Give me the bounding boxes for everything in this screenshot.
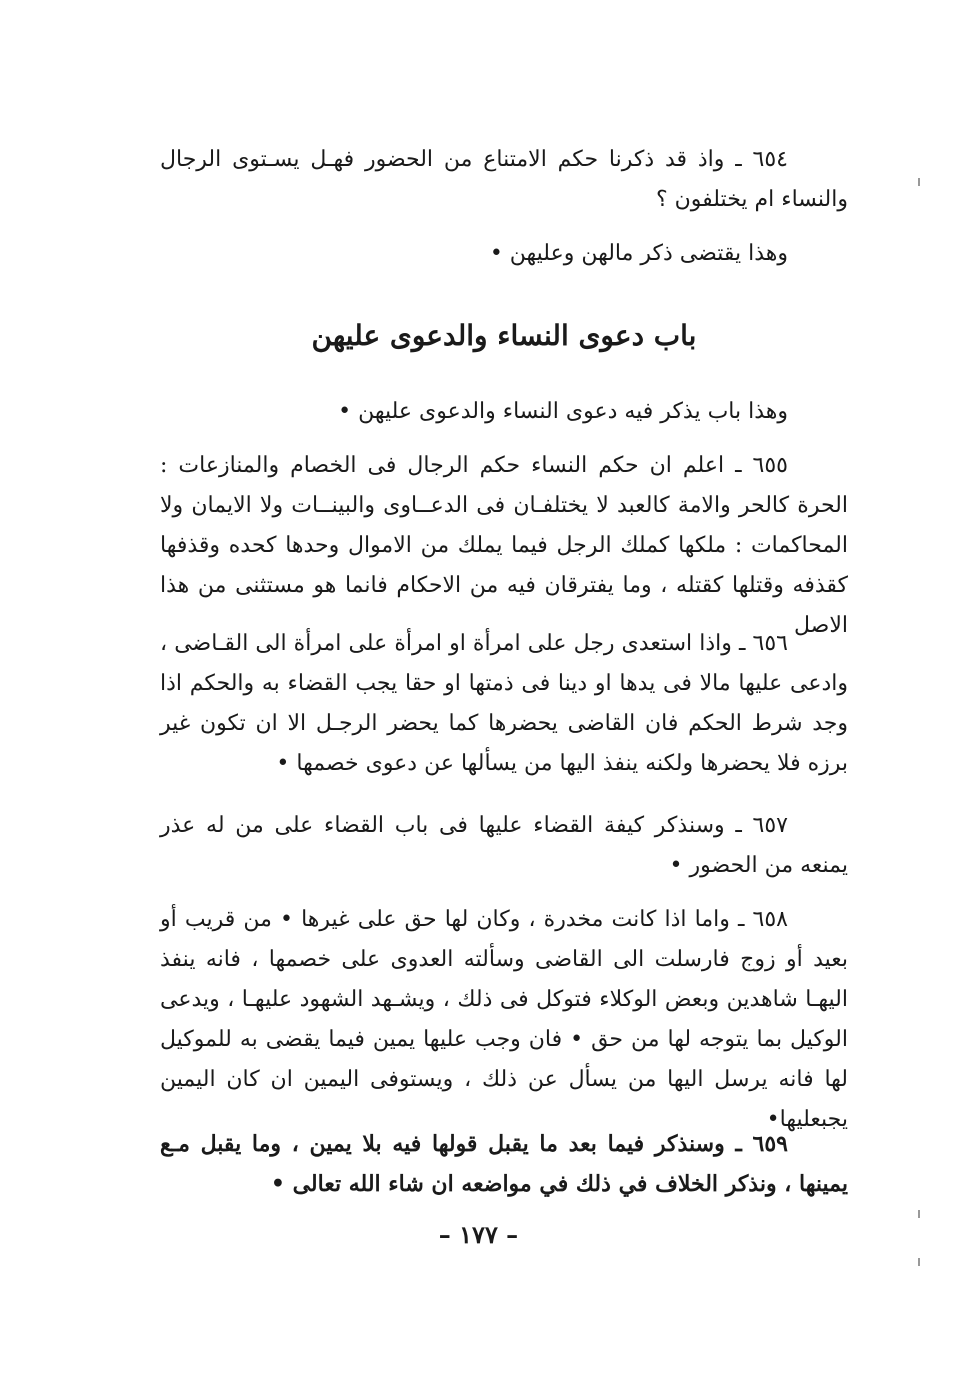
paragraph-657: ٦٥٧ ـ وسنذكر كيفة القضاء عليها فى باب القضاء على من له عذر يمنعه من الحضور • (160, 813, 848, 878)
paragraph-654: ٦٥٤ ـ واذ قد ذكرنا حكم الامتناع من الحضور فهـل يسـتوى الرجال والنساء ام يختلفون ؟ (160, 147, 848, 212)
paragraph-655: ٦٥٥ ـ اعلم ان حكم النساء حكم الرجال فى الخصام والمنازعات : الحرة كالحر والامة كالعبد لا يختلفـان فى الدعــاوى والبينــات ولا الايمان ولا المحاكمات : ملكها كملك الرجل فيما يملك من الاموال وحدها كحده وقذفها كقذفه وقتلها كقتله ، وما يفترقان فيه من الاحكام فانما هو مستثنى من هذا الاصل (160, 453, 848, 638)
paragraph-656: ٦٥٦ ـ واذا استعدى رجل على امرأة او امرأة على امرأة الى القـاضى ، وادعى عليها مالا فى يدها او دينا فى ذمتها او حقا يجب القضاء به والحكم اذا وجد شرط الحكم فان القاضى يحضرها كما يحضر الرجـل الا ان تكون غير برزه فلا يحضرها ولكنه ينفذ اليها من يسألها عن دعوى خصمها • (160, 631, 848, 776)
section-intro: وهذا باب يذكر فيه دعوى النساء والدعوى عليهن • (338, 399, 788, 424)
section-heading: باب دعوى النساء والدعوى عليهن (311, 319, 697, 352)
paragraph-654-continuation: وهذا يقتضى ذكر مالهن وعليهن • (489, 241, 788, 266)
page-number: – ١٧٧ – (438, 1220, 519, 1249)
margin-mark (918, 1210, 920, 1218)
margin-mark (918, 1258, 920, 1266)
paragraph-659: ٦٥٩ ـ وسنذكر فيما بعد ما يقبل قولها فيه بلا يمين ، وما يقبل مـع يمينها ، ونذكر الخلاف في ذلك في مواضعه ان شاء الله تعالى • (160, 1131, 848, 1197)
margin-mark (918, 178, 920, 186)
paragraph-658: ٦٥٨ ـ واما اذا كانت مخدرة ، وكان لها حق على غيرها • من قريب أو بعيد أو زوج فارسلت الى القاضى وسألته العدوى على خصمها ، فانه ينفذ اليهـا شاهدين وبعض الوكلاء فتوكل فى ذلك ، ويشـهد الشهود عليهـا ، ويدعى الوكيل بما يتوجه لها من حق • فان وجب عليها يمين فيما يقضى به للموكيل لها فانه يرسل اليها من يسأل عن ذلك ، ويستوفى اليمين ان كان اليمين يجبعليها• (160, 907, 848, 1132)
